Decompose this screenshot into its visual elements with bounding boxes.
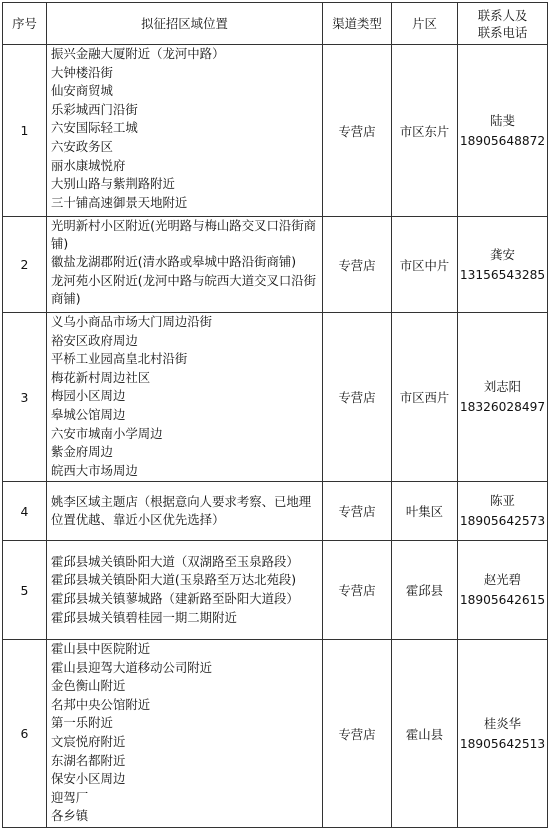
location-cell: [47, 482, 323, 541]
location-line: 霍邱县城关镇卧阳大道（双湖路至玉泉路段）: [51, 553, 299, 569]
header-index: 序号: [3, 3, 47, 45]
contact-phone: 18905642573: [459, 514, 546, 528]
table-row: [3, 640, 548, 828]
location-line: 大别山路与紫荆路附近: [51, 176, 175, 192]
contact-name: 刘志阳: [483, 379, 522, 394]
table-row: [3, 313, 548, 482]
location-line: 裕安区政府周边: [51, 332, 138, 348]
contact-phone: 18326028497: [459, 400, 546, 414]
location-line: 梅园小区周边: [51, 388, 126, 404]
header-channel: 渠道类型: [323, 3, 392, 45]
location-line: 梅花新村周边社区: [51, 369, 151, 385]
location-line: 迎驾厂: [51, 789, 89, 805]
row-index: 4: [3, 482, 47, 541]
channel-cell: 专营店: [323, 541, 392, 640]
location-line: 三十铺高速御景天地附近: [51, 194, 188, 210]
header-area: 片区: [392, 3, 458, 45]
location-line: 东湖名都附近: [51, 752, 126, 768]
table-row: [3, 541, 548, 640]
location-cell: [47, 541, 323, 640]
location-line: 六安国际轻工城: [51, 120, 138, 136]
contact-phone: 18905642513: [459, 736, 546, 751]
location-line: 霍邱县城关镇碧桂园一期二期附近: [51, 609, 237, 625]
area-cell: 霍山县: [392, 640, 458, 828]
location-line: 各乡镇: [51, 808, 89, 824]
area-cell: 叶集区: [392, 482, 458, 541]
area-cell: 市区东片: [392, 45, 458, 217]
location-line: 保安小区周边: [51, 771, 126, 787]
area-cell: 霍邱县: [392, 541, 458, 640]
contact-name: 龚安: [490, 246, 515, 262]
location-line: 丽水康城悦府: [51, 157, 126, 173]
location-line: 六安市城南小学周边: [51, 425, 163, 441]
location-cell: [47, 313, 323, 482]
header-contact-line1: 联系人及: [477, 7, 528, 23]
channel-cell: 专营店: [323, 313, 392, 482]
row-index: 5: [3, 541, 47, 640]
location-line: 义乌小商品市场大门周边沿街: [51, 314, 213, 329]
location-line: 名邦中央公馆附近: [51, 696, 151, 712]
table-row: [3, 45, 548, 217]
location-line: 乐彩城西门沿街: [51, 101, 138, 117]
header-contact: [458, 3, 548, 45]
location-line: 第一乐附近: [51, 715, 113, 731]
contact-cell: [458, 313, 548, 482]
location-line: 大钟楼沿街: [51, 64, 113, 80]
contact-cell: [458, 482, 548, 541]
location-line: 六安政务区: [51, 138, 113, 154]
header-row: [3, 3, 548, 45]
contact-name: 赵光碧: [483, 572, 522, 587]
location-cell: [47, 217, 323, 313]
table-row: [3, 217, 548, 313]
location-line: 霍邱县城关镇蓼城路（建新路至卧阳大道段）: [51, 591, 299, 606]
location-line: 霍山县中医院附近: [51, 641, 151, 656]
channel-cell: 专营店: [323, 217, 392, 313]
location-line: 霍山县迎驾大道移动公司附近: [51, 659, 213, 675]
location-line: 霍邱县城关镇卧阳大道(玉泉路至万达北苑段): [51, 572, 297, 588]
location-line: 光明新村小区附近(光明路与梅山路交叉口沿街商铺): [51, 218, 317, 252]
location-line: 平桥工业园高皇北村沿街: [51, 351, 188, 367]
location-line: 龙河苑小区附近(龙河中路与皖西大道交叉口沿街商铺): [51, 272, 317, 306]
table-row: [3, 482, 548, 541]
header-location: 拟征招区域位置: [47, 3, 323, 45]
contact-phone: 18905642615: [459, 593, 546, 607]
contact-phone: 13156543285: [459, 267, 546, 282]
channel-cell: 专营店: [323, 640, 392, 828]
recruitment-table: [2, 2, 548, 828]
contact-name: 陆斐: [490, 112, 515, 128]
location-line: 徽盐龙湖郡附近(清水路或皋城中路沿街商铺): [51, 254, 297, 270]
location-cell: [47, 45, 323, 217]
header-contact-line2: 联系电话: [477, 24, 528, 40]
location-line: 文宸悦府附近: [51, 733, 126, 749]
location-line: 姚李区域主题店（根据意向人要求考察、已地理位置优越、靠近小区优先选择）: [51, 493, 312, 527]
row-index: 2: [3, 217, 47, 313]
contact-cell: [458, 541, 548, 640]
location-line: 紫金府周边: [51, 444, 113, 460]
contact-name: 陈亚: [490, 493, 515, 508]
contact-cell: [458, 217, 548, 313]
channel-cell: 专营店: [323, 45, 392, 217]
contact-cell: [458, 640, 548, 828]
contact-cell: [458, 45, 548, 217]
contact-phone: 18905648872: [459, 133, 546, 148]
location-line: 仙安商贸城: [51, 83, 113, 99]
row-index: 3: [3, 313, 47, 482]
contact-name: 桂炎华: [483, 715, 522, 731]
location-line: 振兴金融大厦附近（龙河中路）: [51, 46, 225, 61]
row-index: 6: [3, 640, 47, 828]
location-line: 金色衡山附近: [51, 678, 126, 694]
location-line: 皖西大市场周边: [51, 462, 138, 478]
location-cell: [47, 640, 323, 828]
area-cell: 市区中片: [392, 217, 458, 313]
channel-cell: 专营店: [323, 482, 392, 541]
location-line: 皋城公馆周边: [51, 406, 126, 422]
area-cell: 市区西片: [392, 313, 458, 482]
row-index: 1: [3, 45, 47, 217]
